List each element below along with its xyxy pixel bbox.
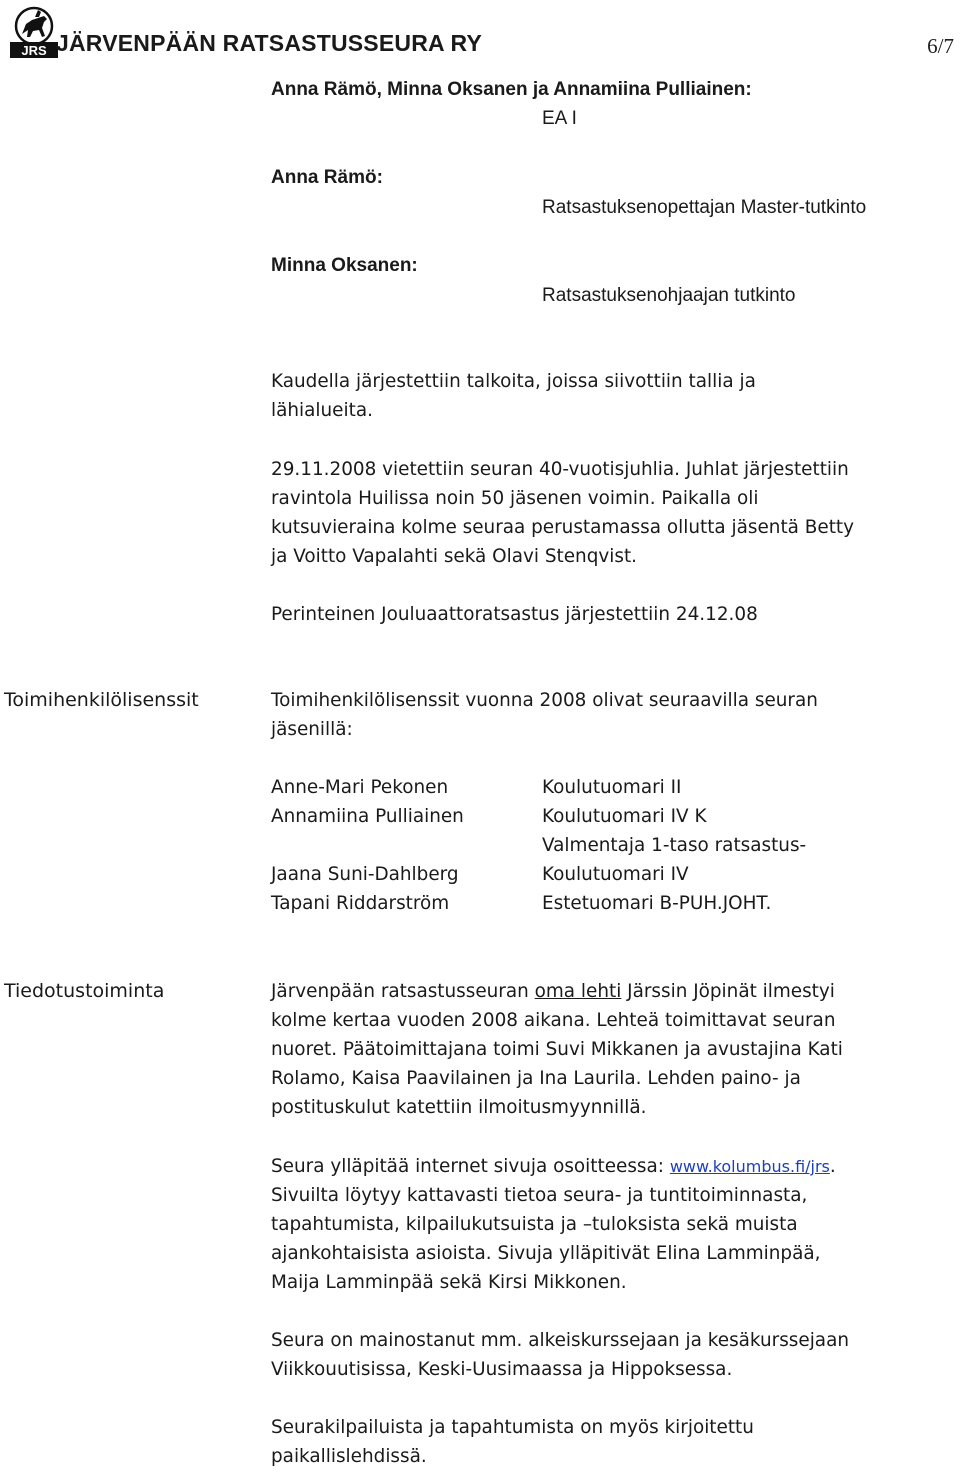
magazine-paragraph [271, 977, 843, 1122]
text-line: Sivuilta löytyy kattavasti tietoa seura- ja tuntitoiminnasta, [271, 1185, 808, 1206]
magazine-link[interactable]: oma lehti [534, 981, 622, 1002]
section-label-licenses: Toimihenkilölisenssit [4, 689, 199, 711]
press-paragraph [271, 1413, 754, 1471]
text-line: Kaudella järjestettiin talkoita, joissa siivottiin tallia ja [271, 371, 756, 392]
club-logo [8, 6, 60, 60]
text-line: 29.11.2008 vietettiin seuran 40-vuotisjuhlia. Juhlat järjestettiin [271, 459, 849, 480]
group-heading: Anna Rämö, Minna Oksanen ja Annamiina Pulliainen: [271, 79, 752, 100]
license-holder-name: Anne-Mari Pekonen [271, 777, 449, 798]
text-line: kolme kertaa vuoden 2008 aikana. Lehteä toimittavat seuran [271, 1010, 836, 1031]
section-label-info: Tiedotustoiminta [4, 980, 165, 1002]
license-role: Koulutuomari IV K [542, 806, 707, 827]
text-line: tapahtumista, kilpailukutsuista ja –tuloksista sekä muista [271, 1214, 798, 1235]
website-paragraph [271, 1152, 836, 1297]
text-line: Viikkouutisissa, Keski-Uusimaassa ja Hippoksessa. [271, 1359, 733, 1380]
text-line: Toimihenkilölisenssit vuonna 2008 olivat seuraavilla seuran [271, 690, 818, 711]
christmas-ride-paragraph: Perinteinen Jouluaattoratsastus järjestettiin 24.12.08 [271, 604, 758, 625]
person1-name: Anna Rämö: [271, 167, 383, 188]
license-roles-column [542, 773, 806, 918]
person2-name: Minna Oksanen: [271, 255, 418, 276]
text-line: Seura ylläpitää internet sivuja osoitteessa: www.kolumbus.fi/jrs. [271, 1156, 836, 1177]
license-role: Estetuomari B-PUH.JOHT. [542, 893, 772, 914]
text-line: nuoret. Päätoimittajana toimi Suvi Mikkanen ja avustajina Kati [271, 1039, 843, 1060]
page-number: 6/7 [927, 34, 954, 58]
text-line: Seurakilpailuista ja tapahtumista on myös kirjoitettu [271, 1417, 754, 1438]
talkoot-paragraph [271, 367, 756, 425]
advertising-paragraph [271, 1326, 849, 1384]
text-line: jäsenillä: [271, 719, 353, 740]
website-link[interactable]: www.kolumbus.fi/jrs [669, 1157, 830, 1176]
anniversary-paragraph [271, 455, 854, 571]
license-names-column [271, 773, 464, 918]
document-header-title: JÄRVENPÄÄN RATSASTUSSEURA RY [56, 30, 483, 56]
text-line: ja Voitto Vapalahti sekä Olavi Stenqvist. [271, 546, 638, 567]
text-line: ravintola Huilissa noin 50 jäsenen voimin. Paikalla oli [271, 488, 759, 509]
text-line: ajankohtaisista asioista. Sivuja ylläpitivät Elina Lamminpää, [271, 1243, 821, 1264]
text-line: Järvenpään ratsastusseuran oma lehti Järssin Jöpinät ilmestyi [271, 981, 835, 1002]
license-holder-name: Tapani Riddarström [271, 893, 450, 914]
license-role: Koulutuomari IV [542, 864, 689, 885]
text-line: postituskulut katettiin ilmoitusmyynnillä. [271, 1097, 647, 1118]
text-line: lähialueita. [271, 400, 373, 421]
licenses-intro [271, 686, 818, 744]
text-line: Maija Lamminpää sekä Kirsi Mikkonen. [271, 1272, 627, 1293]
group-value: EA I [542, 108, 577, 129]
license-holder-name: Jaana Suni-Dahlberg [271, 864, 459, 885]
license-holder-name: Annamiina Pulliainen [271, 806, 464, 827]
license-role: Koulutuomari II [542, 777, 682, 798]
person2-qualification: Ratsastuksenohjaajan tutkinto [542, 285, 796, 306]
license-role: Valmentaja 1-taso ratsastus- [542, 835, 807, 856]
text-line: paikallislehdissä. [271, 1446, 427, 1467]
text-line: Rolamo, Kaisa Paavilainen ja Ina Laurila. Lehden paino- ja [271, 1068, 801, 1089]
text-line: kutsuvieraina kolme seuraa perustamassa ollutta jäsentä Betty [271, 517, 855, 538]
text-line: Seura on mainostanut mm. alkeiskurssejaan ja kesäkurssejaan [271, 1330, 850, 1351]
logo-text: JRS [21, 43, 47, 58]
person1-qualification: Ratsastuksenopettajan Master-tutkinto [542, 197, 867, 218]
